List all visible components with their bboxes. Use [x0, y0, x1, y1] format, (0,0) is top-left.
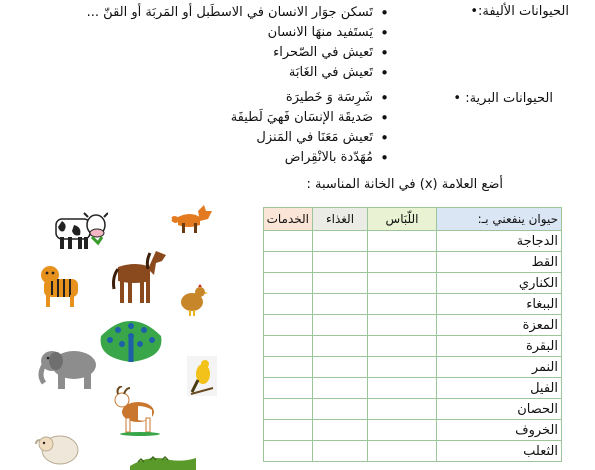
checkbox-cell-clothing[interactable] — [368, 399, 437, 420]
animal-name-cell: الحصان — [437, 399, 562, 420]
crocodile-icon — [128, 454, 198, 470]
checkbox-cell-services[interactable] — [264, 420, 313, 441]
animal-name-cell: النمر — [437, 357, 562, 378]
header-services: الخدمات — [264, 208, 313, 231]
checkbox-cell-food[interactable] — [313, 441, 368, 462]
table-row — [264, 420, 562, 441]
checkbox-cell-food[interactable] — [313, 315, 368, 336]
checkbox-cell-clothing[interactable] — [368, 420, 437, 441]
table-header-row — [264, 208, 562, 231]
bullet-item: • تَسكن جوَار الانسان في الاسطَبل أو المَربَة أو القنّ ... — [49, 3, 389, 23]
canary-icon — [187, 356, 217, 396]
table-row — [264, 273, 562, 294]
checkbox-cell-food[interactable] — [313, 231, 368, 252]
bullet-item: • تَعيش في الغَابَة — [49, 63, 389, 83]
checkbox-cell-clothing[interactable] — [368, 336, 437, 357]
checkbox-cell-clothing[interactable] — [368, 378, 437, 399]
peacock-icon — [96, 318, 166, 366]
checkbox-cell-clothing[interactable] — [368, 294, 437, 315]
table-row — [264, 336, 562, 357]
table-row — [264, 315, 562, 336]
instruction-text: أضع العلامة (x) في الخانة المناسبة : — [306, 177, 503, 192]
hen-icon — [178, 284, 208, 318]
animal-name-cell: الفيل — [437, 378, 562, 399]
animal-benefit-table — [263, 207, 562, 462]
table-row — [264, 378, 562, 399]
bullet-item: • شَرِسَة وَ خَطيرَة — [49, 88, 389, 108]
bullet-item: • صَديقَة الإنسَان فَهيَ لَطيفَة — [49, 108, 389, 128]
animal-name-cell: المعزة — [437, 315, 562, 336]
checkbox-cell-clothing[interactable] — [368, 231, 437, 252]
bullet-item: • تَعيش مَعَنَا في المَنزل — [49, 128, 389, 148]
checkbox-cell-food[interactable] — [313, 378, 368, 399]
animal-name-cell: البقرة — [437, 336, 562, 357]
checkbox-cell-clothing[interactable] — [368, 441, 437, 462]
bullet-item: • مُهَدّدة بالانْقِراض — [49, 148, 389, 168]
checkbox-cell-clothing[interactable] — [368, 315, 437, 336]
animal-name-cell: الببغاء — [437, 294, 562, 315]
table-row — [264, 399, 562, 420]
checkbox-cell-services[interactable] — [264, 399, 313, 420]
animal-name-cell: الخروف — [437, 420, 562, 441]
checkbox-cell-clothing[interactable] — [368, 273, 437, 294]
checkbox-cell-services[interactable] — [264, 357, 313, 378]
checkbox-cell-clothing[interactable] — [368, 252, 437, 273]
tiger-icon — [38, 263, 84, 309]
table-row — [264, 357, 562, 378]
table-row — [264, 231, 562, 252]
header-food: الغذاء — [313, 208, 368, 231]
checkbox-cell-food[interactable] — [313, 294, 368, 315]
goat-icon — [110, 386, 164, 436]
checkbox-cell-food[interactable] — [313, 399, 368, 420]
table-row — [264, 441, 562, 462]
checkbox-cell-services[interactable] — [264, 378, 313, 399]
checkbox-cell-food[interactable] — [313, 273, 368, 294]
checkbox-cell-services[interactable] — [264, 441, 313, 462]
bullet-item: • يَستَفيد منهَا الانسان — [49, 23, 389, 43]
checkbox-cell-food[interactable] — [313, 420, 368, 441]
cow-icon — [52, 207, 108, 253]
header-animal: حيوان ينفعني بـ: — [437, 208, 562, 231]
checkbox-cell-services[interactable] — [264, 336, 313, 357]
bullet-item: • تَعيش في الصّحراء — [49, 43, 389, 63]
elephant-icon — [36, 343, 102, 391]
checkbox-cell-food[interactable] — [313, 252, 368, 273]
fox-icon — [168, 203, 218, 235]
sheep-icon — [34, 428, 82, 470]
animal-name-cell: الثعلب — [437, 441, 562, 462]
checkbox-cell-food[interactable] — [313, 336, 368, 357]
horse-icon — [110, 245, 172, 307]
animal-name-cell: الكناري — [437, 273, 562, 294]
animal-name-cell: الدجاجة — [437, 231, 562, 252]
header-clothing: اللّبَاس — [368, 208, 437, 231]
animal-name-cell: القط — [437, 252, 562, 273]
checkbox-cell-services[interactable] — [264, 231, 313, 252]
table-row — [264, 294, 562, 315]
domestic-bullet-list — [49, 3, 389, 83]
table-row — [264, 252, 562, 273]
checkbox-cell-services[interactable] — [264, 273, 313, 294]
checkbox-cell-services[interactable] — [264, 252, 313, 273]
wild-category-label: الحيوانات البرية: • — [453, 91, 553, 106]
checkbox-cell-services[interactable] — [264, 315, 313, 336]
checkbox-cell-food[interactable] — [313, 357, 368, 378]
domestic-category-label: الحيوانات الأليفة:• — [470, 4, 569, 19]
wild-bullet-list — [49, 88, 389, 168]
checkbox-cell-clothing[interactable] — [368, 357, 437, 378]
checkbox-cell-services[interactable] — [264, 294, 313, 315]
